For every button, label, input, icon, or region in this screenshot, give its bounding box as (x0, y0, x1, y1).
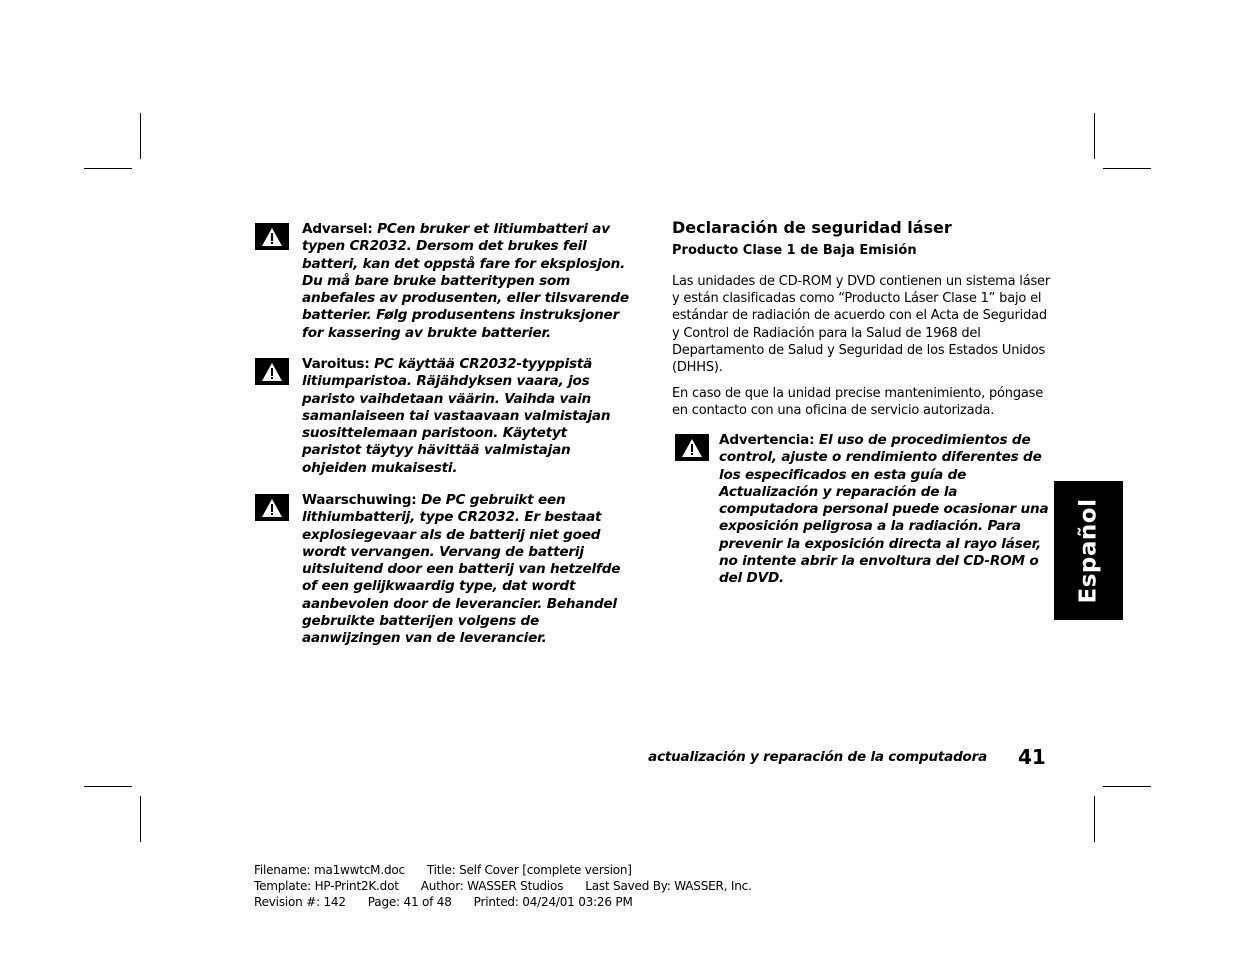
file-info-template: Template: HP-Print2K.dot (254, 879, 399, 893)
crop-mark (1094, 796, 1095, 842)
language-tab (1054, 481, 1123, 620)
section-subheading: Producto Clase 1 de Baja Emisión (672, 243, 917, 258)
warning-triangle-icon (675, 434, 709, 461)
body-paragraph: En caso de que la unidad precise mantenimiento, póngase en contacto con una oficina de servicio autorizada. (672, 386, 1044, 419)
warning-label: Varoitus: (302, 356, 370, 372)
warning-finnish (255, 356, 630, 477)
warning-triangle-icon (255, 494, 289, 521)
language-tab-label: Español (1075, 498, 1102, 603)
file-info-filename: Filename: ma1wwtcM.doc (254, 863, 405, 877)
warning-text: PC käyttää CR2032-tyyppistä litiumparistoa. Räjähdyksen vaara, jos paristo vaihdetaan väärin. Vaihda vain samanlaiseen tai vastaavaan valmistajan suosittelemaan paristoon. Käytetyt paristot täytyy hävittää valmistajan ohjeiden mukaisesti. (302, 356, 611, 476)
running-footer-title: actualización y reparación de la computadora (648, 749, 987, 765)
body-paragraph: Las unidades de CD-ROM y DVD contienen un sistema láser y están clasificadas como “Producto Láser Clase 1” bajo el estándar de radiación de acuerdo con el Acta de Seguridad y Control de Radiación para la Salud de 1968 del Departamento de Salud y Seguridad de los Estados Unidos (DHHS). (672, 274, 1050, 376)
warning-norwegian (255, 221, 630, 342)
warning-label: Advarsel: (302, 221, 373, 237)
page-number: 41 (1018, 745, 1046, 769)
file-info-line-2 (254, 879, 752, 894)
laser-safety-section (672, 218, 1050, 420)
warning-text: El uso de procedimientos de control, ajuste o rendimiento diferentes de los especificados en esta guía de Actualización y reparación de la computadora personal puede ocasionar una exposición peligrosa a la radiación. Para prevenir la exposición directa al rayo láser, no intente abrir la envoltura del CD-ROM o del DVD. (719, 432, 1049, 587)
file-info-title: Title: Self Cover [complete version] (426, 863, 632, 877)
file-info-page: Page: 41 of 48 (367, 895, 452, 909)
crop-mark (140, 796, 141, 842)
warning-dutch (255, 492, 630, 648)
warning-spanish (675, 432, 1050, 588)
crop-mark (1103, 786, 1151, 787)
crop-mark (140, 113, 141, 159)
file-info-revision: Revision #: 142 (254, 895, 346, 909)
file-info-printed: Printed: 04/24/01 03:26 PM (473, 895, 633, 909)
crop-mark (1094, 113, 1095, 159)
warning-label: Waarschuwing: (302, 492, 417, 508)
file-info-line-3 (254, 895, 633, 910)
crop-mark (84, 786, 132, 787)
warning-label: Advertencia: (719, 432, 815, 448)
file-info-line-1 (254, 863, 632, 878)
file-info-last-saved: Last Saved By: WASSER, Inc. (585, 879, 752, 893)
warning-triangle-icon (255, 358, 289, 385)
warning-text: PCen bruker et litiumbatteri av typen CR2032. Dersom det brukes feil batteri, kan det oppstå fare for eksplosjon. Du må bare bruke batteritypen som anbefales av produsenten, eller tilsvarende batterier. Følg produsentens instruksjoner for kassering av brukte batterier. (302, 221, 629, 341)
crop-mark (84, 168, 132, 169)
warning-text: De PC gebruikt een lithiumbatterij, type CR2032. Er bestaat explosiegevaar als de batterij niet goed wordt vervangen. Vervang de batterij uitsluitend door een batterij van hetzelfde of een gelijkwaardig type, dat wordt aanbevolen door de leverancier. Behandel gebruikte batterijen volgens de aanwijzingen van de leverancier. (302, 492, 621, 647)
file-info-author: Author: WASSER Studios (420, 879, 564, 893)
crop-mark (1103, 168, 1151, 169)
warning-triangle-icon (255, 223, 289, 250)
section-heading: Declaración de seguridad láser (672, 218, 952, 237)
